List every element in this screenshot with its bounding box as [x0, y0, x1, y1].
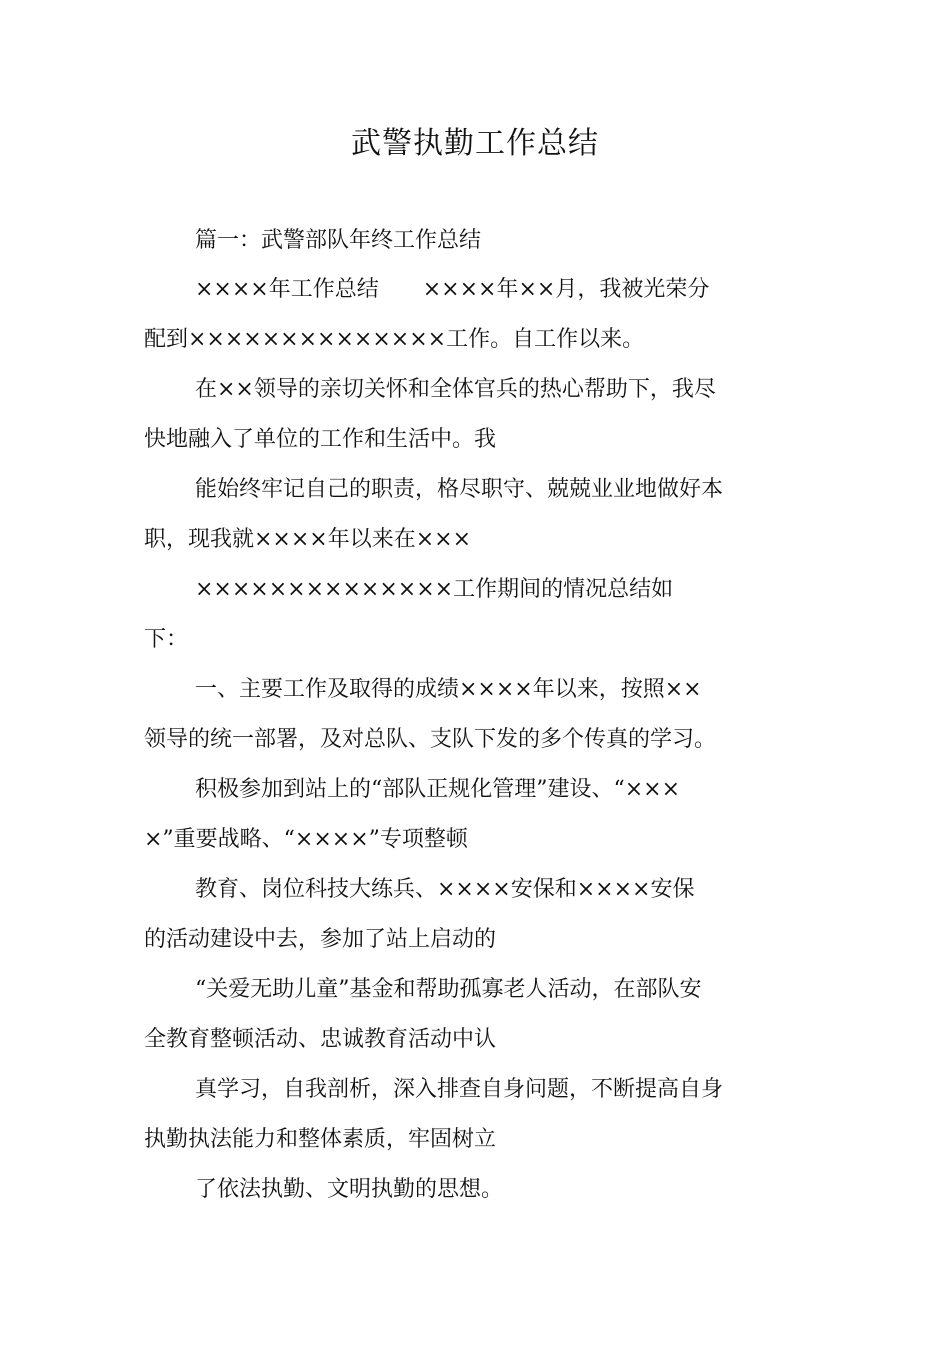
- text-line: 真学习，自我剖析，深入排查自身问题，不断提高自身: [195, 1077, 724, 1102]
- text-line: 在××领导的亲切关怀和全体官兵的热心帮助下，我尽: [195, 377, 716, 402]
- text-line: 执勤执法能力和整体素质，牢固树立: [144, 1127, 497, 1152]
- text-line: ×”重要战略、“××××”专项整顿: [144, 827, 468, 852]
- text-line: 配到××××××××××××××工作。自工作以来。: [144, 327, 645, 352]
- text-line: 了依法执勤、文明执勤的思想。: [195, 1177, 504, 1202]
- text-line: 职，现我就××××年以来在×××: [144, 527, 472, 552]
- text-line: 积极参加到站上的“部队正规化管理”建设、“×××: [195, 777, 681, 802]
- text-line: 快地融入了单位的工作和生活中。我: [144, 427, 497, 452]
- text-line: 一、主要工作及取得的成绩××××年以来，按照××: [195, 677, 702, 702]
- document-title: 武警执勤工作总结: [351, 126, 599, 161]
- text-line: 全教育整顿活动、忠诚教育活动中认: [144, 1027, 497, 1052]
- text-line: 领导的统一部署，及对总队、支队下发的多个传真的学习。: [144, 727, 717, 752]
- text-line: “关爱无助儿童”基金和帮助孤寡老人活动，在部队安: [195, 977, 702, 1002]
- text-line: 的活动建设中去，参加了站上启动的: [144, 927, 497, 952]
- text-line: 教育、岗位科技大练兵、××××安保和××××安保: [195, 877, 695, 902]
- text-line: 篇一：武警部队年终工作总结: [195, 228, 482, 253]
- text-line: 能始终牢记自己的职责，格尽职守、兢兢业业地做好本: [195, 477, 724, 502]
- text-line: 下：: [144, 627, 189, 652]
- text-line: ××××年工作总结 ××××年××月，我被光荣分: [195, 277, 710, 302]
- text-line: ××××××××××××××工作期间的情况总结如: [195, 577, 674, 602]
